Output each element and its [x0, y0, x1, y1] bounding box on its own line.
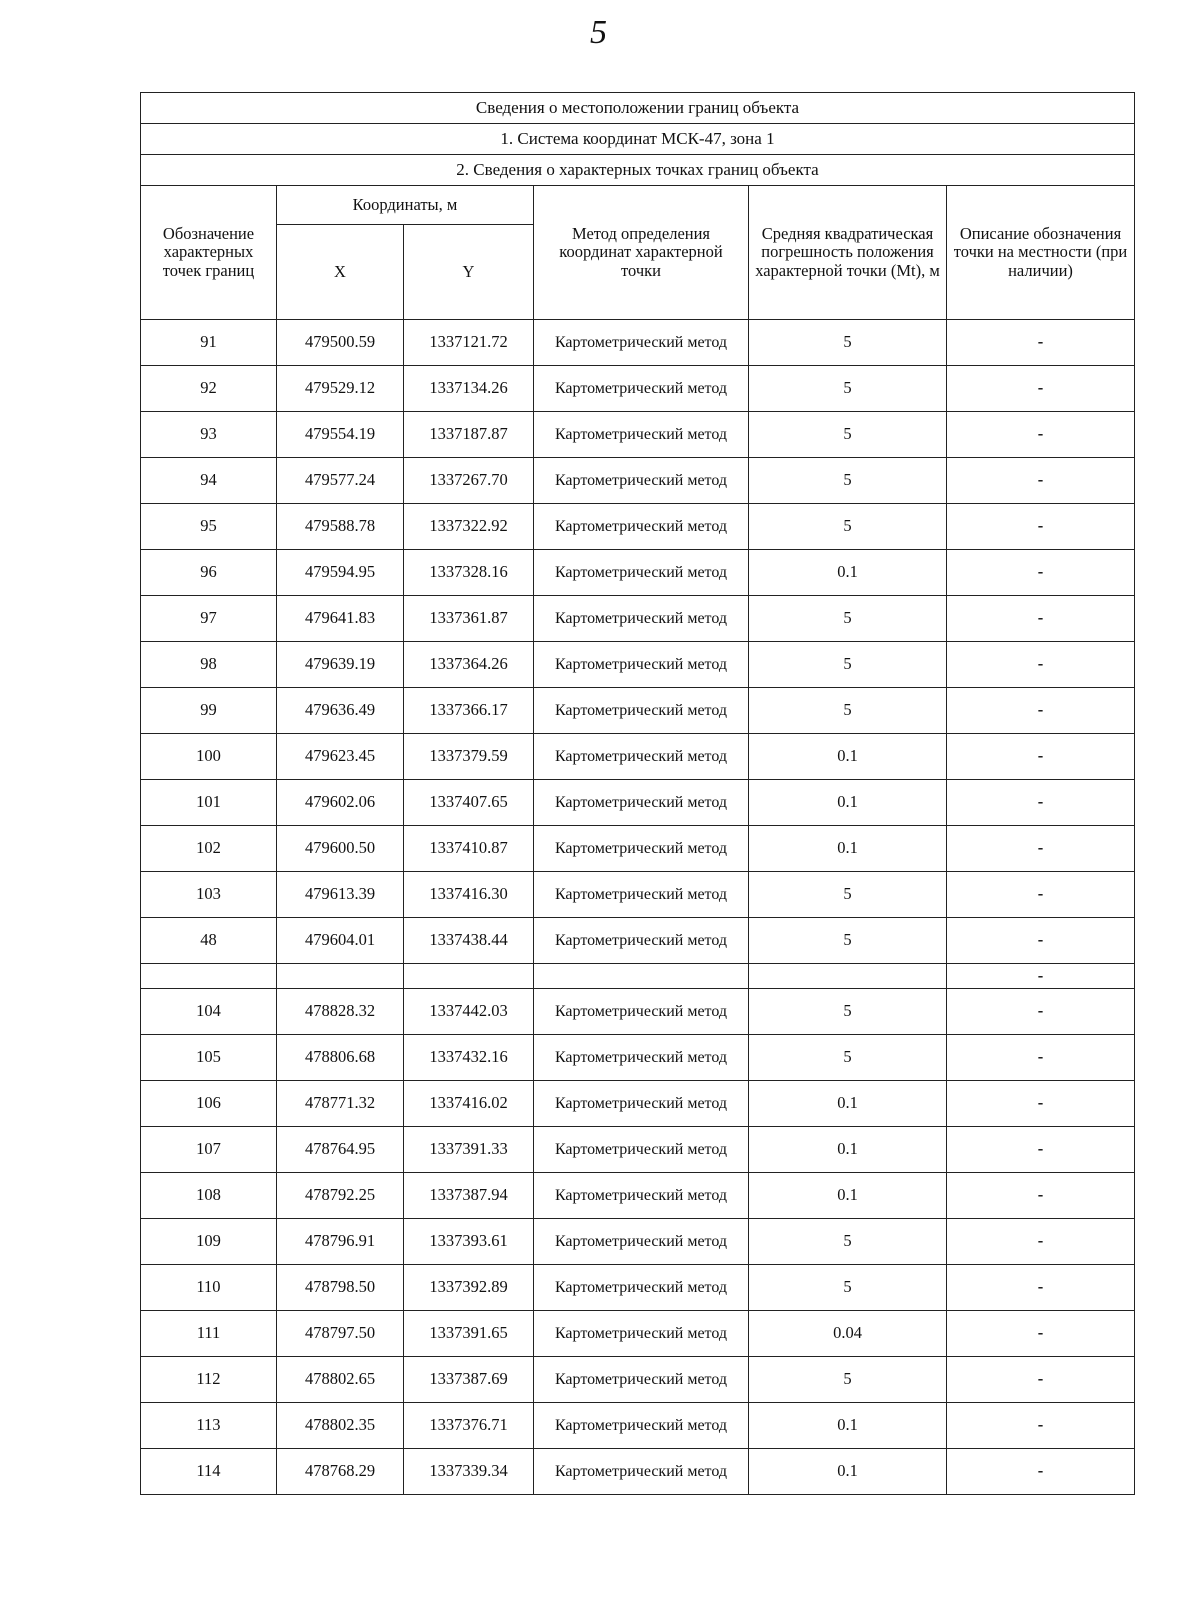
title-row-2 [141, 124, 1135, 155]
header-method: Метод определения координат характерной точки [534, 186, 749, 320]
cell-y: 1337387.69 [404, 1357, 534, 1403]
cell-x: 478797.50 [277, 1311, 404, 1357]
table-row [141, 1449, 1135, 1495]
title-row-1 [141, 93, 1135, 124]
cell-description: - [947, 1449, 1135, 1495]
cell-point: 92 [141, 366, 277, 412]
header-row-1 [141, 186, 1135, 225]
cell-mt: 5 [749, 458, 947, 504]
cell-mt: 0.1 [749, 1403, 947, 1449]
title-row-3 [141, 155, 1135, 186]
cell-method: Картометрический метод [534, 734, 749, 780]
cell-x: 478768.29 [277, 1449, 404, 1495]
cell-y: 1337339.34 [404, 1449, 534, 1495]
cell-method: Картометрический метод [534, 596, 749, 642]
cell-point: 114 [141, 1449, 277, 1495]
header-description: Описание обозначения точки на местности (при наличии) [947, 186, 1135, 320]
table-row [141, 1403, 1135, 1449]
cell-x: 479604.01 [277, 918, 404, 964]
cell-y: 1337387.94 [404, 1173, 534, 1219]
table-row [141, 1081, 1135, 1127]
cell-mt: 0.1 [749, 826, 947, 872]
cell-x: 478828.32 [277, 989, 404, 1035]
cell-method: Картометрический метод [534, 872, 749, 918]
cell-mt: 5 [749, 872, 947, 918]
cell-mt: 5 [749, 320, 947, 366]
cell-description: - [947, 642, 1135, 688]
cell-description: - [947, 1127, 1135, 1173]
cell-y: 1337393.61 [404, 1219, 534, 1265]
cell-description: - [947, 872, 1135, 918]
cell-mt: 5 [749, 412, 947, 458]
cell-x: 479600.50 [277, 826, 404, 872]
cell-point: 97 [141, 596, 277, 642]
cell-y: 1337407.65 [404, 780, 534, 826]
cell-x: 479577.24 [277, 458, 404, 504]
cell-mt: 0.1 [749, 550, 947, 596]
cell-point: 94 [141, 458, 277, 504]
cell-method [534, 964, 749, 989]
cell-x: 479639.19 [277, 642, 404, 688]
cell-method: Картометрический метод [534, 688, 749, 734]
table-row [141, 596, 1135, 642]
boundary-points-table [140, 92, 1135, 1495]
cell-method: Картометрический метод [534, 1035, 749, 1081]
cell-x: 478764.95 [277, 1127, 404, 1173]
cell-mt: 0.1 [749, 1127, 947, 1173]
table-row [141, 1173, 1135, 1219]
header-point: Обозначение характерных точек границ [141, 186, 277, 320]
table-row [141, 1311, 1135, 1357]
table-row [141, 989, 1135, 1035]
cell-method: Картометрический метод [534, 1357, 749, 1403]
header-coords: Координаты, м [277, 186, 534, 225]
cell-mt: 0.1 [749, 1173, 947, 1219]
cell-mt: 0.1 [749, 734, 947, 780]
cell-x: 479500.59 [277, 320, 404, 366]
cell-y: 1337376.71 [404, 1403, 534, 1449]
cell-point: 91 [141, 320, 277, 366]
cell-x: 479602.06 [277, 780, 404, 826]
cell-point: 98 [141, 642, 277, 688]
cell-method: Картометрический метод [534, 826, 749, 872]
header-x: X [277, 225, 404, 320]
cell-point: 99 [141, 688, 277, 734]
coordinate-system-title: 1. Система координат МСК-47, зона 1 [141, 124, 1135, 155]
cell-x: 479636.49 [277, 688, 404, 734]
cell-point: 100 [141, 734, 277, 780]
cell-y: 1337366.17 [404, 688, 534, 734]
cell-method: Картометрический метод [534, 458, 749, 504]
cell-x: 478796.91 [277, 1219, 404, 1265]
cell-point: 101 [141, 780, 277, 826]
cell-y: 1337391.65 [404, 1311, 534, 1357]
cell-x: 479588.78 [277, 504, 404, 550]
cell-x: 478792.25 [277, 1173, 404, 1219]
table-row [141, 412, 1135, 458]
cell-x [277, 964, 404, 989]
cell-y: 1337442.03 [404, 989, 534, 1035]
cell-x: 479623.45 [277, 734, 404, 780]
cell-mt: 5 [749, 596, 947, 642]
cell-point: 104 [141, 989, 277, 1035]
header-error: Средняя квадратическая погрешность положения характерной точки (Mt), м [749, 186, 947, 320]
cell-y: 1337134.26 [404, 366, 534, 412]
cell-y: 1337416.02 [404, 1081, 534, 1127]
cell-description: - [947, 1265, 1135, 1311]
cell-description: - [947, 1035, 1135, 1081]
cell-mt [749, 964, 947, 989]
table-row [141, 1219, 1135, 1265]
table-row [141, 1127, 1135, 1173]
cell-y: 1337391.33 [404, 1127, 534, 1173]
cell-point [141, 964, 277, 989]
cell-method: Картометрический метод [534, 1173, 749, 1219]
cell-description: - [947, 964, 1135, 989]
cell-mt: 5 [749, 918, 947, 964]
cell-mt: 5 [749, 1357, 947, 1403]
cell-mt: 5 [749, 504, 947, 550]
cell-y: 1337267.70 [404, 458, 534, 504]
table-row [141, 504, 1135, 550]
cell-mt: 5 [749, 642, 947, 688]
cell-description: - [947, 596, 1135, 642]
cell-x: 478798.50 [277, 1265, 404, 1311]
cell-mt: 5 [749, 1265, 947, 1311]
cell-description: - [947, 688, 1135, 734]
table-row [141, 320, 1135, 366]
cell-point: 113 [141, 1403, 277, 1449]
cell-description: - [947, 320, 1135, 366]
cell-x: 478802.65 [277, 1357, 404, 1403]
cell-method: Картометрический метод [534, 918, 749, 964]
cell-method: Картометрический метод [534, 504, 749, 550]
cell-point: 108 [141, 1173, 277, 1219]
cell-method: Картометрический метод [534, 1219, 749, 1265]
cell-x: 478802.35 [277, 1403, 404, 1449]
cell-point: 112 [141, 1357, 277, 1403]
cell-y: 1337322.92 [404, 504, 534, 550]
cell-y [404, 964, 534, 989]
cell-description: - [947, 412, 1135, 458]
table-title: Сведения о местоположении границ объекта [141, 93, 1135, 124]
table-row [141, 550, 1135, 596]
table-row [141, 1357, 1135, 1403]
cell-method: Картометрический метод [534, 412, 749, 458]
cell-x: 478771.32 [277, 1081, 404, 1127]
cell-y: 1337416.30 [404, 872, 534, 918]
cell-point: 96 [141, 550, 277, 596]
cell-point: 103 [141, 872, 277, 918]
table-row [141, 458, 1135, 504]
cell-description: - [947, 989, 1135, 1035]
cell-method: Картометрический метод [534, 550, 749, 596]
cell-x: 479554.19 [277, 412, 404, 458]
cell-mt: 0.1 [749, 780, 947, 826]
points-section-title: 2. Сведения о характерных точках границ объекта [141, 155, 1135, 186]
cell-description: - [947, 366, 1135, 412]
cell-y: 1337361.87 [404, 596, 534, 642]
cell-mt: 0.1 [749, 1449, 947, 1495]
cell-y: 1337121.72 [404, 320, 534, 366]
cell-method: Картометрический метод [534, 642, 749, 688]
cell-x: 479613.39 [277, 872, 404, 918]
cell-y: 1337392.89 [404, 1265, 534, 1311]
cell-mt: 5 [749, 989, 947, 1035]
cell-point: 105 [141, 1035, 277, 1081]
cell-y: 1337187.87 [404, 412, 534, 458]
table-row [141, 1265, 1135, 1311]
cell-description: - [947, 780, 1135, 826]
page-number: 5 [590, 14, 607, 51]
cell-description: - [947, 1403, 1135, 1449]
cell-point: 110 [141, 1265, 277, 1311]
table-row [141, 918, 1135, 964]
cell-mt: 5 [749, 688, 947, 734]
header-y: Y [404, 225, 534, 320]
cell-y: 1337379.59 [404, 734, 534, 780]
cell-method: Картометрический метод [534, 320, 749, 366]
cell-method: Картометрический метод [534, 366, 749, 412]
cell-method: Картометрический метод [534, 1449, 749, 1495]
cell-method: Картометрический метод [534, 1081, 749, 1127]
cell-method: Картометрический метод [534, 989, 749, 1035]
cell-y: 1337328.16 [404, 550, 534, 596]
cell-x: 479641.83 [277, 596, 404, 642]
cell-mt: 0.1 [749, 1081, 947, 1127]
cell-point: 107 [141, 1127, 277, 1173]
cell-point: 95 [141, 504, 277, 550]
cell-x: 479594.95 [277, 550, 404, 596]
cell-method: Картометрический метод [534, 1311, 749, 1357]
cell-y: 1337432.16 [404, 1035, 534, 1081]
table-row [141, 642, 1135, 688]
table-row [141, 826, 1135, 872]
cell-y: 1337438.44 [404, 918, 534, 964]
cell-point: 93 [141, 412, 277, 458]
table-row [141, 734, 1135, 780]
cell-mt: 0.04 [749, 1311, 947, 1357]
cell-mt: 5 [749, 1035, 947, 1081]
cell-description: - [947, 1357, 1135, 1403]
cell-point: 48 [141, 918, 277, 964]
cell-x: 478806.68 [277, 1035, 404, 1081]
cell-method: Картометрический метод [534, 1127, 749, 1173]
cell-method: Картометрический метод [534, 780, 749, 826]
cell-point: 102 [141, 826, 277, 872]
cell-description: - [947, 1173, 1135, 1219]
cell-point: 106 [141, 1081, 277, 1127]
table-row [141, 780, 1135, 826]
cell-description: - [947, 1219, 1135, 1265]
cell-point: 109 [141, 1219, 277, 1265]
cell-description: - [947, 734, 1135, 780]
cell-description: - [947, 1081, 1135, 1127]
cell-description: - [947, 826, 1135, 872]
cell-description: - [947, 550, 1135, 596]
table-row [141, 366, 1135, 412]
cell-description: - [947, 1311, 1135, 1357]
cell-y: 1337410.87 [404, 826, 534, 872]
cell-point: 111 [141, 1311, 277, 1357]
table-row [141, 688, 1135, 734]
cell-method: Картометрический метод [534, 1403, 749, 1449]
cell-mt: 5 [749, 1219, 947, 1265]
cell-y: 1337364.26 [404, 642, 534, 688]
table-row [141, 1035, 1135, 1081]
cell-description: - [947, 458, 1135, 504]
cell-description: - [947, 504, 1135, 550]
cell-description: - [947, 918, 1135, 964]
cell-x: 479529.12 [277, 366, 404, 412]
cell-mt: 5 [749, 366, 947, 412]
table-row [141, 964, 1135, 989]
cell-method: Картометрический метод [534, 1265, 749, 1311]
table-row [141, 872, 1135, 918]
